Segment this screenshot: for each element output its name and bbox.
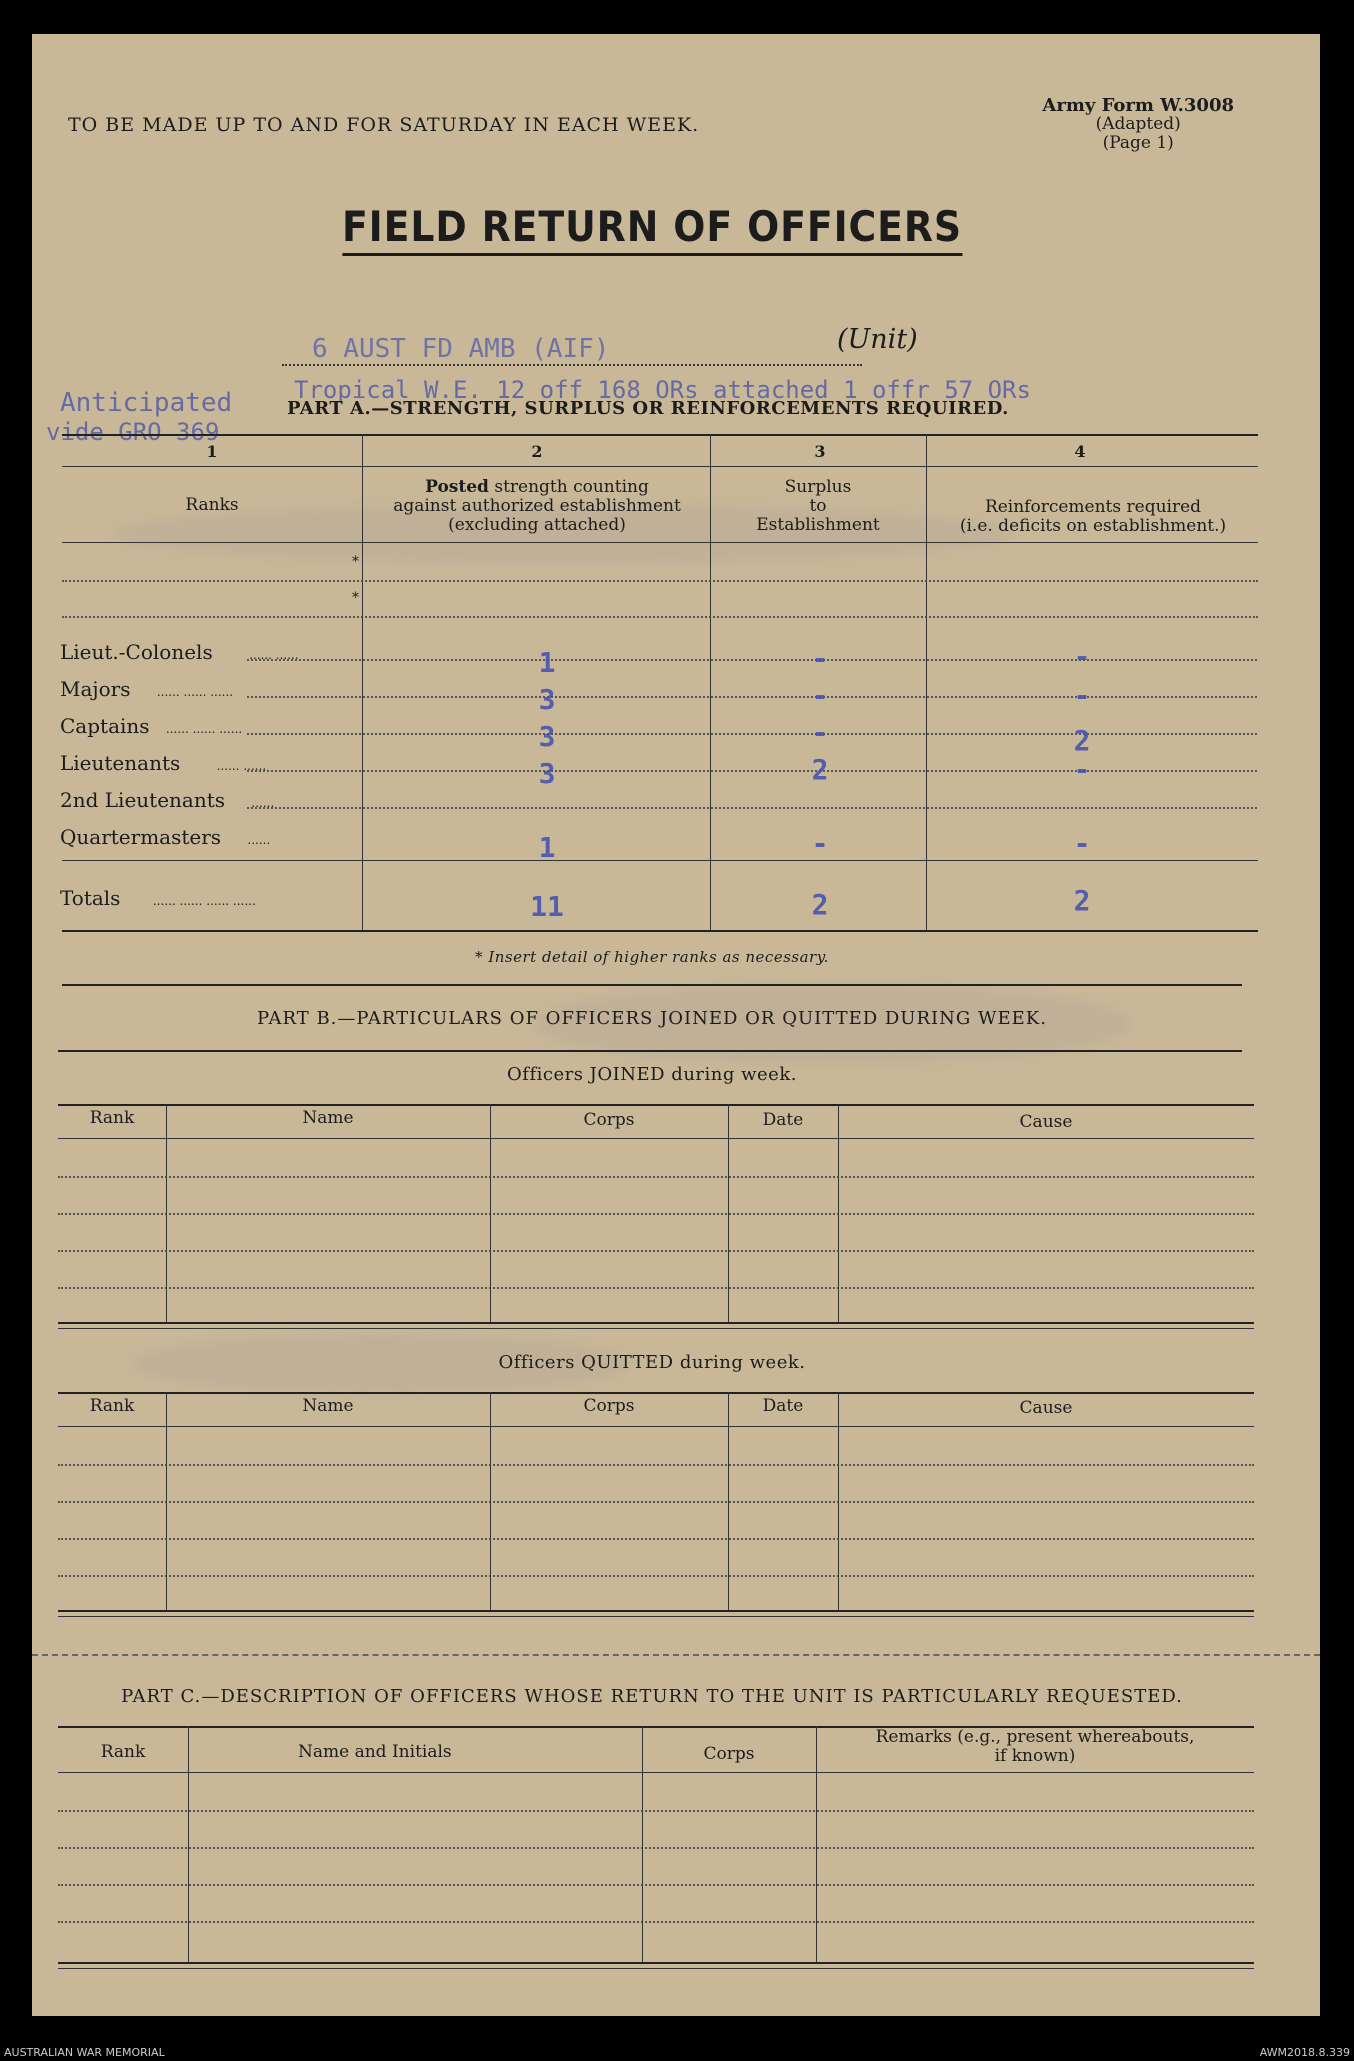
- form-page: (Page 1): [1102, 133, 1174, 153]
- reinf-value: 2: [1073, 724, 1091, 757]
- col-number: 4: [1074, 442, 1086, 461]
- part-c-title: PART C.—DESCRIPTION OF OFFICERS WHOSE RETURN TO THE UNIT IS PARTICULARLY REQUESTED.: [121, 1686, 1183, 1707]
- col-divider: [166, 1104, 167, 1322]
- joined-col-date: Date: [762, 1110, 804, 1130]
- partc-col-rank: Rank: [100, 1742, 146, 1762]
- posted-value: 3: [538, 720, 556, 753]
- rule: [58, 1213, 1254, 1215]
- rule: [62, 434, 1258, 436]
- reinf-value: -: [1073, 827, 1091, 860]
- col-divider: [926, 434, 927, 930]
- rule: [62, 616, 1258, 618]
- unit-value: 6 AUST FD AMB (AIF): [312, 334, 610, 364]
- joined-title: Officers JOINED during week.: [507, 1064, 797, 1085]
- surplus-value: 2: [811, 753, 829, 786]
- posted-value: 3: [538, 683, 556, 716]
- rule: [58, 1847, 1254, 1849]
- rule: [58, 1287, 1254, 1289]
- footer-credit: AUSTRALIAN WAR MEMORIAL: [4, 2046, 165, 2059]
- joined-col-name: Name: [302, 1108, 354, 1128]
- partc-col-corps: Corps: [703, 1744, 755, 1764]
- col-posted-header: Posted strength counting against authorized establishment (excluding attached): [393, 477, 681, 535]
- rule: [58, 1322, 1254, 1324]
- col-surplus-header: Surplus to Establishment: [756, 477, 880, 535]
- quitted-col-rank: Rank: [89, 1396, 135, 1416]
- reinf-value: -: [1073, 679, 1091, 712]
- rule: [58, 1104, 1254, 1106]
- page-title: FIELD RETURN OF OFFICERS: [94, 202, 1210, 251]
- rule: [62, 930, 1258, 932]
- rule: [62, 860, 1258, 861]
- rule: [58, 1884, 1254, 1886]
- gro-stamp: vide GRO 369: [46, 418, 220, 446]
- posted-value: 3: [538, 757, 556, 790]
- rule: [58, 1962, 1254, 1964]
- star-marker: *: [352, 554, 359, 570]
- quitted-title: Officers QUITTED during week.: [498, 1352, 806, 1373]
- quitted-col-name: Name: [302, 1396, 354, 1416]
- rule: [58, 1050, 1242, 1052]
- rank-row: Lieutenants ...... ......: [60, 751, 267, 775]
- totals-posted: 11: [530, 890, 564, 923]
- surplus-value: -: [811, 679, 829, 712]
- form-adapted: (Adapted): [1095, 114, 1181, 134]
- rank-row: Lieut.-Colonels ...... ......: [60, 640, 299, 664]
- col-reinforcements-header: Reinforcements required (i.e. deficits on establishment.): [959, 497, 1227, 536]
- footer-accession: AWM2018.8.339: [1259, 2046, 1350, 2059]
- col-divider: [490, 1392, 491, 1610]
- joined-col-cause: Cause: [1019, 1112, 1073, 1132]
- part-b-title: PART B.—PARTICULARS OF OFFICERS JOINED OR QUITTED DURING WEEK.: [257, 1008, 1047, 1029]
- rule: [58, 1616, 1254, 1617]
- totals-row: Totals ...... ...... ...... ......: [60, 886, 256, 910]
- unit-label: (Unit): [837, 324, 918, 355]
- col-divider: [710, 434, 711, 930]
- form-id: [1042, 96, 1234, 153]
- rank-row: Majors ...... ...... ......: [60, 677, 234, 701]
- footnote: * Insert detail of higher ranks as necessary.: [475, 948, 829, 966]
- col-ranks-header: Ranks: [185, 495, 239, 515]
- tropical-stamp: Tropical W.E. 12 off 168 ORs attached 1 offr 57 ORs: [294, 376, 1031, 404]
- col-divider: [838, 1392, 839, 1610]
- form-number: Army Form W.3008: [1042, 95, 1234, 116]
- rule: [62, 580, 1258, 582]
- rule: [58, 1392, 1254, 1394]
- rule: [58, 1810, 1254, 1812]
- surplus-value: -: [811, 642, 829, 675]
- rank-row: Quartermasters ......: [60, 825, 271, 849]
- col-divider: [166, 1392, 167, 1610]
- col-divider: [490, 1104, 491, 1322]
- anticipated-stamp: Anticipated: [60, 388, 233, 418]
- rank-row: 2nd Lieutenants ......: [60, 788, 275, 812]
- quitted-col-date: Date: [762, 1396, 804, 1416]
- rule: [58, 1772, 1254, 1773]
- posted-value: 1: [538, 646, 556, 679]
- rule: [62, 542, 1258, 543]
- perforation: [32, 1654, 1320, 1656]
- reinf-value: -: [1073, 753, 1091, 786]
- rank-row: Captains ...... ...... ......: [60, 714, 243, 738]
- rule: [58, 1176, 1254, 1178]
- joined-col-corps: Corps: [583, 1110, 635, 1130]
- surplus-value: -: [811, 716, 829, 749]
- rule: [58, 1426, 1254, 1427]
- quitted-col-corps: Corps: [583, 1396, 635, 1416]
- joined-col-rank: Rank: [89, 1108, 135, 1128]
- rule: [58, 1138, 1254, 1139]
- col-divider: [362, 434, 363, 930]
- totals-reinf: 2: [1073, 884, 1091, 917]
- rule: [58, 1464, 1254, 1466]
- col-divider: [838, 1104, 839, 1322]
- col-divider: [728, 1392, 729, 1610]
- rule: [62, 466, 1258, 467]
- partc-col-remarks: Remarks (e.g., present whereabouts, if known): [875, 1727, 1195, 1766]
- rule: [58, 1501, 1254, 1503]
- col-number: 1: [206, 442, 218, 461]
- surplus-value: -: [811, 827, 829, 860]
- col-divider: [728, 1104, 729, 1322]
- rule: [58, 1921, 1254, 1923]
- partc-col-name: Name and Initials: [298, 1742, 452, 1762]
- col-number: 2: [531, 442, 543, 461]
- rule: [58, 1610, 1254, 1612]
- form-paper: [32, 34, 1320, 2016]
- col-number: 3: [814, 442, 826, 461]
- rule: [62, 984, 1242, 986]
- rule: [247, 807, 1257, 809]
- rule: [58, 1968, 1254, 1969]
- quitted-col-cause: Cause: [1019, 1398, 1073, 1418]
- instruction-text: TO BE MADE UP TO AND FOR SATURDAY IN EACH WEEK.: [68, 114, 700, 136]
- rule: [58, 1575, 1254, 1577]
- rule: [58, 1250, 1254, 1252]
- rule: [58, 1538, 1254, 1540]
- part-a-title: PART A.—STRENGTH, SURPLUS OR REINFORCEMENTS REQUIRED.: [287, 398, 1009, 419]
- star-marker: *: [352, 590, 359, 606]
- totals-surplus: 2: [811, 888, 829, 921]
- posted-value: 1: [538, 831, 556, 864]
- rule: [58, 1328, 1254, 1329]
- reinf-value: -: [1073, 640, 1091, 673]
